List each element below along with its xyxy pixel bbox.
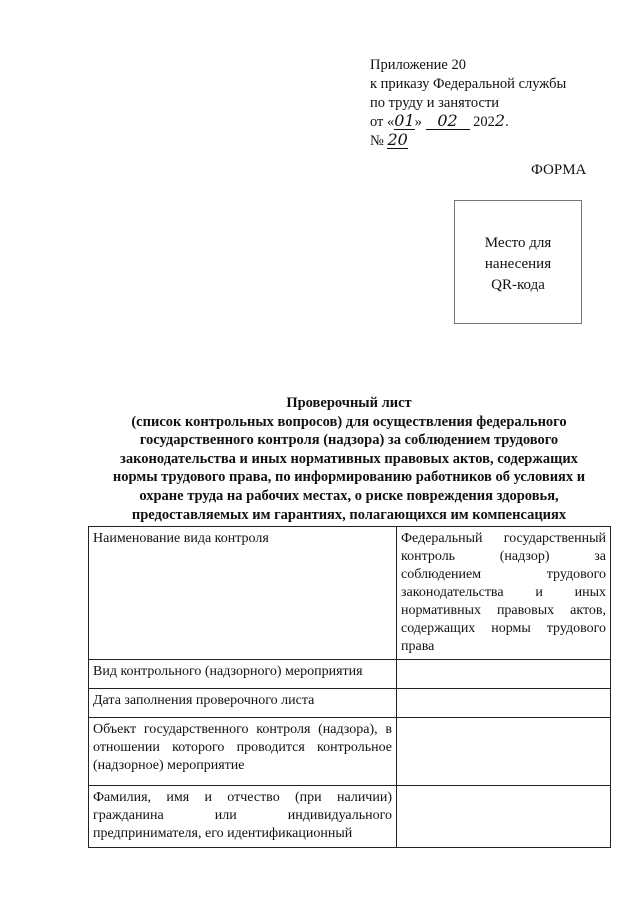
qr-line-2: нанесения: [484, 256, 552, 272]
row-label: Вид контрольного (надзорного) мероприятия: [89, 660, 397, 689]
title-line: охране труда на рабочих местах, о риске повреждения здоровья,: [139, 487, 559, 504]
row-value: [397, 689, 611, 718]
title-line: государственного контроля (надзора) за соблюдением трудового: [139, 432, 559, 449]
number-value: 20: [387, 130, 408, 149]
row-label: Фамилия, имя и отчество (при наличии) гражданина или индивидуального предпринимателя, его идентификационный: [89, 786, 397, 848]
appendix-number: [370, 132, 620, 151]
forma-label: ФОРМА: [531, 162, 587, 178]
title-line: законодательства и иных нормативных правовых актов, содержащих: [120, 450, 578, 467]
date-year-suffix: 2: [494, 111, 506, 130]
title-line: нормы трудового права, по информированию работников об условиях и: [112, 469, 586, 486]
qr-line-3: QR-кода: [491, 277, 545, 293]
row-label: Наименование вида контроля: [89, 527, 397, 660]
title-line: Проверочный лист: [286, 395, 412, 411]
qr-placeholder-text: [455, 233, 581, 296]
qr-line-1: Место для: [484, 235, 552, 251]
row-value: [397, 718, 611, 786]
date-month: 02: [426, 113, 470, 130]
table-row: [89, 718, 611, 786]
table-row: [89, 786, 611, 848]
appendix-block: [370, 56, 620, 151]
title-line: (список контрольных вопросов) для осуществления федерального: [131, 413, 567, 430]
date-year-prefix: 202: [473, 114, 495, 130]
table-row: [89, 660, 611, 689]
row-value: [397, 786, 611, 848]
appendix-line-3: по труду и занятости: [370, 95, 500, 111]
number-prefix: №: [370, 133, 384, 149]
table-row: [89, 527, 611, 660]
row-label: Дата заполнения проверочного листа: [89, 689, 397, 718]
appendix-line-1: Приложение 20: [370, 57, 466, 73]
row-label: Объект государственного контроля (надзора), в отношении которого проводится контрольное (надзорное) мероприятие: [89, 718, 397, 786]
row-value: [397, 660, 611, 689]
checklist-info-table: [88, 526, 611, 848]
qr-code-placeholder-box: [454, 200, 582, 324]
row-value: Федеральный государственный контроль (надзор) за соблюдением трудового законодательства и иных нормативных правовых актов, содержащих нормы трудового права: [397, 527, 611, 660]
date-end: .: [505, 114, 509, 130]
document-title: [88, 394, 610, 524]
date-mid: »: [414, 114, 422, 130]
appendix-line-2: к приказу Федеральной службы: [370, 76, 567, 92]
table-row: [89, 689, 611, 718]
date-day: 01: [394, 111, 415, 130]
date-prefix: от «: [370, 114, 395, 130]
title-line: предоставляемых им гарантиях, полагающихся им компенсациях: [131, 506, 567, 523]
